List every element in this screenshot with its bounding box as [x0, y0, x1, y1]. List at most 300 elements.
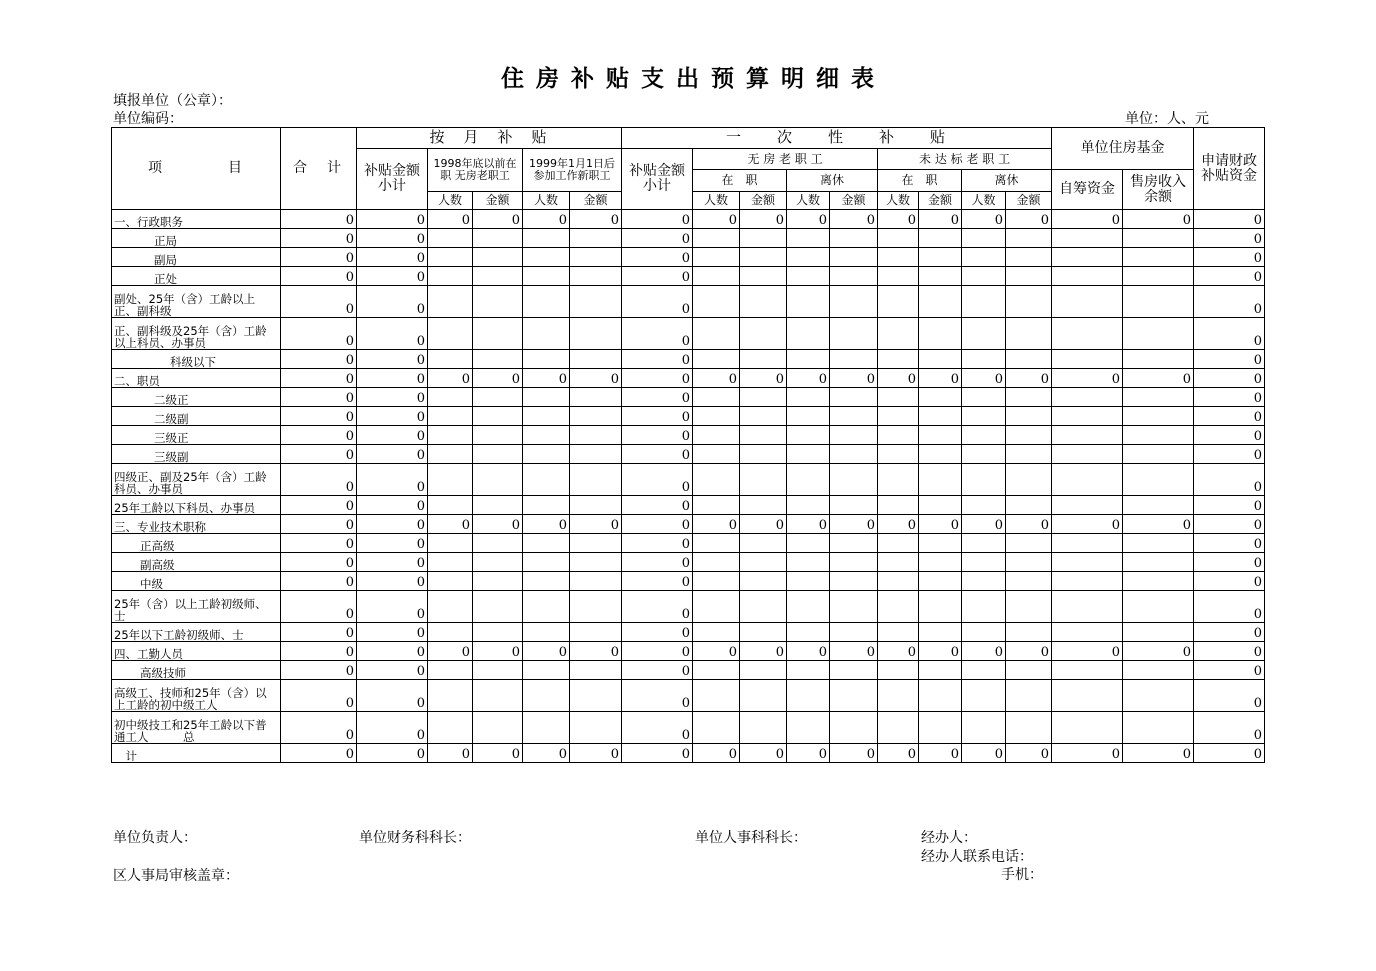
table-row — [112, 515, 1265, 534]
row-label: 副局 — [112, 248, 281, 267]
cell-value: 0 — [523, 744, 570, 763]
row-label: 初中级技工和25年工龄以下普通工人 总 — [112, 712, 281, 744]
cell-empty — [962, 553, 1006, 572]
cell-empty — [473, 534, 523, 553]
cell-value: 0 — [570, 642, 622, 661]
cell-empty — [830, 496, 878, 515]
cell-empty — [830, 534, 878, 553]
cell-empty — [830, 553, 878, 572]
cell-value: 0 — [962, 515, 1006, 534]
cell-value: 0 — [1194, 388, 1265, 407]
table-body — [112, 210, 1265, 763]
cell-empty — [428, 248, 473, 267]
cell-empty — [1123, 229, 1194, 248]
cell-value: 0 — [1194, 426, 1265, 445]
cell-value: 0 — [622, 496, 693, 515]
row-label: 正局 — [112, 229, 281, 248]
cell-empty — [473, 286, 523, 318]
cell-empty — [428, 464, 473, 496]
cell-empty — [570, 661, 622, 680]
cell-empty — [523, 229, 570, 248]
table-row — [112, 210, 1265, 229]
row-label: 副处、25年（含）工龄以上正、副科级 — [112, 286, 281, 318]
row-label: 三级副 — [112, 445, 281, 464]
cell-value: 0 — [523, 210, 570, 229]
row-label: 25年以下工龄初级师、士 — [112, 623, 281, 642]
cell-value: 0 — [281, 553, 357, 572]
header-persons: 人数 — [523, 192, 570, 210]
footer-review: 区人事局审核盖章： — [113, 868, 239, 884]
cell-empty — [919, 229, 962, 248]
cell-empty — [830, 623, 878, 642]
cell-value: 0 — [357, 623, 428, 642]
cell-empty — [878, 267, 919, 286]
cell-value: 0 — [357, 267, 428, 286]
cell-empty — [1123, 426, 1194, 445]
cell-empty — [740, 623, 787, 642]
cell-empty — [830, 661, 878, 680]
cell-empty — [693, 426, 740, 445]
header-subtotal-onetime: 补贴金额小计 — [622, 149, 693, 210]
cell-empty — [962, 229, 1006, 248]
cell-empty — [830, 267, 878, 286]
cell-empty — [523, 623, 570, 642]
table-row — [112, 350, 1265, 369]
cell-empty — [962, 248, 1006, 267]
cell-empty — [1006, 680, 1052, 712]
cell-value: 0 — [281, 267, 357, 286]
cell-value: 0 — [962, 369, 1006, 388]
cell-empty — [570, 680, 622, 712]
cell-value: 0 — [878, 642, 919, 661]
cell-empty — [919, 286, 962, 318]
cell-empty — [1052, 712, 1123, 744]
cell-empty — [1052, 553, 1123, 572]
cell-empty — [473, 712, 523, 744]
cell-empty — [1006, 496, 1052, 515]
cell-empty — [830, 712, 878, 744]
cell-value: 0 — [428, 744, 473, 763]
table-row — [112, 623, 1265, 642]
cell-empty — [473, 680, 523, 712]
header-sale-balance: 售房收入余额 — [1123, 170, 1194, 210]
cell-empty — [740, 712, 787, 744]
cell-value: 0 — [1194, 318, 1265, 350]
cell-value: 0 — [622, 407, 693, 426]
cell-empty — [1052, 680, 1123, 712]
cell-value: 0 — [523, 369, 570, 388]
cell-empty — [787, 591, 830, 623]
cell-empty — [962, 407, 1006, 426]
cell-value: 0 — [1194, 229, 1265, 248]
cell-empty — [693, 591, 740, 623]
cell-empty — [570, 553, 622, 572]
cell-empty — [962, 318, 1006, 350]
cell-value: 0 — [357, 642, 428, 661]
cell-empty — [830, 426, 878, 445]
header-retired: 离休 — [962, 170, 1052, 192]
cell-empty — [962, 267, 1006, 286]
cell-value: 0 — [281, 712, 357, 744]
cell-empty — [787, 426, 830, 445]
cell-value: 0 — [1194, 248, 1265, 267]
cell-value: 0 — [1194, 210, 1265, 229]
cell-value: 0 — [428, 369, 473, 388]
cell-empty — [1052, 229, 1123, 248]
cell-empty — [523, 553, 570, 572]
cell-value: 0 — [919, 369, 962, 388]
cell-value: 0 — [570, 369, 622, 388]
cell-value: 0 — [473, 642, 523, 661]
header-retired: 离休 — [787, 170, 878, 192]
cell-empty — [693, 680, 740, 712]
cell-value: 0 — [357, 496, 428, 515]
header-subtotal-monthly: 补贴金额小计 — [357, 149, 428, 210]
cell-value: 0 — [622, 534, 693, 553]
header-persons: 人数 — [787, 192, 830, 210]
cell-empty — [570, 426, 622, 445]
cell-value: 0 — [1052, 369, 1123, 388]
cell-empty — [523, 680, 570, 712]
cell-empty — [1006, 229, 1052, 248]
cell-empty — [428, 350, 473, 369]
cell-empty — [740, 445, 787, 464]
cell-value: 0 — [1194, 464, 1265, 496]
cell-value: 0 — [281, 515, 357, 534]
cell-empty — [1052, 591, 1123, 623]
cell-empty — [919, 388, 962, 407]
cell-empty — [693, 350, 740, 369]
cell-empty — [878, 623, 919, 642]
cell-empty — [570, 445, 622, 464]
cell-value: 0 — [1006, 744, 1052, 763]
cell-empty — [428, 623, 473, 642]
cell-value: 0 — [281, 496, 357, 515]
cell-empty — [1123, 661, 1194, 680]
cell-empty — [740, 591, 787, 623]
cell-empty — [693, 623, 740, 642]
cell-value: 0 — [357, 388, 428, 407]
cell-empty — [473, 426, 523, 445]
cell-value: 0 — [570, 210, 622, 229]
cell-value: 0 — [428, 642, 473, 661]
cell-empty — [428, 286, 473, 318]
cell-empty — [878, 445, 919, 464]
table-row — [112, 388, 1265, 407]
cell-value: 0 — [1194, 369, 1265, 388]
budget-table — [111, 127, 1265, 763]
cell-value: 0 — [281, 286, 357, 318]
cell-empty — [740, 267, 787, 286]
cell-value: 0 — [523, 515, 570, 534]
cell-value: 0 — [428, 515, 473, 534]
cell-value: 0 — [1006, 642, 1052, 661]
header-no-house: 无 房 老 职 工 — [693, 149, 878, 170]
header-after-1999: 1999年1月1日后参加工作新职工 — [523, 149, 622, 192]
cell-value: 0 — [357, 426, 428, 445]
cell-value: 0 — [281, 661, 357, 680]
cell-value: 0 — [357, 350, 428, 369]
header-amount: 金额 — [919, 192, 962, 210]
cell-value: 0 — [1194, 642, 1265, 661]
cell-empty — [919, 572, 962, 591]
header-total: 合 计 — [281, 128, 357, 210]
cell-value: 0 — [622, 210, 693, 229]
cell-value: 0 — [281, 464, 357, 496]
cell-value: 0 — [1194, 407, 1265, 426]
cell-value: 0 — [1123, 515, 1194, 534]
cell-value: 0 — [693, 642, 740, 661]
table-row — [112, 426, 1265, 445]
cell-empty — [787, 407, 830, 426]
cell-empty — [1006, 623, 1052, 642]
cell-empty — [523, 248, 570, 267]
header-persons: 人数 — [428, 192, 473, 210]
cell-empty — [830, 407, 878, 426]
cell-empty — [1052, 445, 1123, 464]
cell-empty — [523, 267, 570, 286]
table-row — [112, 534, 1265, 553]
cell-empty — [740, 286, 787, 318]
cell-empty — [570, 229, 622, 248]
cell-empty — [570, 572, 622, 591]
cell-empty — [740, 350, 787, 369]
row-label: 副高级 — [112, 553, 281, 572]
cell-empty — [878, 248, 919, 267]
cell-empty — [473, 248, 523, 267]
cell-empty — [740, 553, 787, 572]
header-in-service: 在 职 — [693, 170, 787, 192]
cell-value: 0 — [787, 210, 830, 229]
cell-empty — [878, 534, 919, 553]
cell-empty — [1123, 267, 1194, 286]
cell-empty — [1052, 407, 1123, 426]
cell-value: 0 — [473, 744, 523, 763]
table-row — [112, 661, 1265, 680]
cell-value: 0 — [622, 318, 693, 350]
cell-empty — [787, 496, 830, 515]
cell-value: 0 — [830, 515, 878, 534]
cell-empty — [740, 426, 787, 445]
cell-empty — [878, 661, 919, 680]
cell-empty — [1006, 534, 1052, 553]
cell-value: 0 — [1123, 210, 1194, 229]
cell-empty — [473, 591, 523, 623]
cell-empty — [693, 534, 740, 553]
cell-empty — [473, 318, 523, 350]
cell-empty — [878, 572, 919, 591]
cell-value: 0 — [740, 210, 787, 229]
cell-empty — [740, 534, 787, 553]
cell-empty — [787, 286, 830, 318]
cell-empty — [740, 680, 787, 712]
cell-empty — [962, 388, 1006, 407]
cell-value: 0 — [1194, 350, 1265, 369]
cell-empty — [1123, 680, 1194, 712]
cell-empty — [473, 661, 523, 680]
cell-empty — [787, 712, 830, 744]
cell-empty — [428, 388, 473, 407]
table-row — [112, 248, 1265, 267]
table-row — [112, 464, 1265, 496]
cell-value: 0 — [281, 229, 357, 248]
cell-empty — [878, 407, 919, 426]
cell-empty — [919, 267, 962, 286]
cell-value: 0 — [357, 407, 428, 426]
table-row — [112, 591, 1265, 623]
cell-value: 0 — [428, 210, 473, 229]
cell-empty — [919, 712, 962, 744]
header-persons: 人数 — [962, 192, 1006, 210]
cell-value: 0 — [1194, 623, 1265, 642]
cell-empty — [1052, 464, 1123, 496]
cell-empty — [523, 534, 570, 553]
cell-value: 0 — [357, 591, 428, 623]
cell-value: 0 — [962, 744, 1006, 763]
cell-empty — [830, 350, 878, 369]
cell-value: 0 — [622, 572, 693, 591]
cell-empty — [830, 572, 878, 591]
cell-empty — [1052, 661, 1123, 680]
cell-empty — [1006, 318, 1052, 350]
cell-value: 0 — [473, 210, 523, 229]
footer-hr: 单位人事科科长： — [695, 830, 807, 846]
cell-value: 0 — [919, 744, 962, 763]
cell-empty — [1052, 267, 1123, 286]
cell-empty — [570, 712, 622, 744]
cell-value: 0 — [693, 210, 740, 229]
cell-empty — [473, 229, 523, 248]
cell-empty — [523, 426, 570, 445]
cell-value: 0 — [570, 515, 622, 534]
cell-empty — [570, 407, 622, 426]
footer-mobile: 手机： — [1001, 867, 1043, 883]
cell-empty — [1123, 407, 1194, 426]
page-title: 住 房 补 贴 支 出 预 算 明 细 表 — [500, 66, 876, 92]
cell-value: 0 — [622, 388, 693, 407]
cell-value: 0 — [357, 553, 428, 572]
cell-empty — [570, 286, 622, 318]
cell-empty — [919, 553, 962, 572]
cell-value: 0 — [622, 680, 693, 712]
header-persons: 人数 — [878, 192, 919, 210]
cell-empty — [740, 248, 787, 267]
cell-empty — [1006, 553, 1052, 572]
cell-value: 0 — [787, 744, 830, 763]
cell-empty — [523, 496, 570, 515]
footer-head: 单位负责人： — [113, 830, 197, 846]
cell-empty — [878, 426, 919, 445]
footer-handler-phone: 经办人联系电话： — [921, 849, 1033, 865]
row-label: 25年（含）以上工龄初级师、士 — [112, 591, 281, 623]
cell-value: 0 — [523, 642, 570, 661]
cell-empty — [1123, 445, 1194, 464]
cell-value: 0 — [622, 426, 693, 445]
cell-value: 0 — [1194, 267, 1265, 286]
cell-value: 0 — [1194, 496, 1265, 515]
cell-value: 0 — [281, 445, 357, 464]
cell-empty — [570, 350, 622, 369]
cell-value: 0 — [622, 369, 693, 388]
cell-value: 0 — [622, 744, 693, 763]
cell-empty — [919, 248, 962, 267]
cell-empty — [787, 464, 830, 496]
cell-empty — [570, 318, 622, 350]
cell-empty — [878, 350, 919, 369]
header-onetime: 一 次 性 补 贴 — [622, 128, 1052, 149]
row-label: 四、工勤人员 — [112, 642, 281, 661]
cell-empty — [919, 350, 962, 369]
cell-empty — [1006, 572, 1052, 591]
header-monthly: 按 月 补 贴 — [357, 128, 622, 149]
cell-value: 0 — [1006, 369, 1052, 388]
cell-value: 0 — [281, 642, 357, 661]
table-row — [112, 642, 1265, 661]
cell-empty — [1006, 286, 1052, 318]
cell-empty — [962, 464, 1006, 496]
cell-empty — [473, 572, 523, 591]
cell-empty — [919, 426, 962, 445]
table-row — [112, 229, 1265, 248]
cell-empty — [473, 464, 523, 496]
cell-value: 0 — [357, 210, 428, 229]
cell-empty — [1123, 496, 1194, 515]
units-note: 单位：人、元 — [1125, 111, 1209, 127]
cell-empty — [787, 680, 830, 712]
cell-empty — [787, 350, 830, 369]
cell-empty — [473, 623, 523, 642]
cell-empty — [1006, 712, 1052, 744]
cell-value: 0 — [878, 515, 919, 534]
cell-empty — [1006, 388, 1052, 407]
row-label: 三级正 — [112, 426, 281, 445]
row-label: 科级以下 — [112, 350, 281, 369]
cell-value: 0 — [1194, 286, 1265, 318]
row-label: 高级工、技师和25年（含）以上工龄的初中级工人 — [112, 680, 281, 712]
cell-value: 0 — [281, 248, 357, 267]
cell-value: 0 — [357, 248, 428, 267]
header-in-service: 在 职 — [878, 170, 962, 192]
cell-empty — [830, 248, 878, 267]
cell-empty — [1123, 572, 1194, 591]
cell-value: 0 — [1006, 515, 1052, 534]
cell-empty — [1052, 572, 1123, 591]
cell-empty — [428, 553, 473, 572]
row-label: 正高级 — [112, 534, 281, 553]
cell-value: 0 — [357, 464, 428, 496]
cell-empty — [693, 572, 740, 591]
cell-empty — [878, 464, 919, 496]
cell-value: 0 — [622, 515, 693, 534]
table-row — [112, 712, 1265, 744]
cell-empty — [693, 553, 740, 572]
unit-code-label: 单位编码： — [113, 111, 183, 127]
cell-value: 0 — [622, 464, 693, 496]
cell-value: 0 — [962, 210, 1006, 229]
cell-empty — [693, 318, 740, 350]
cell-value: 0 — [622, 286, 693, 318]
cell-value: 0 — [281, 350, 357, 369]
cell-empty — [523, 464, 570, 496]
cell-value: 0 — [1052, 210, 1123, 229]
row-label: 正处 — [112, 267, 281, 286]
cell-empty — [740, 496, 787, 515]
cell-empty — [919, 534, 962, 553]
footer-handler: 经办人： — [921, 830, 977, 846]
cell-empty — [428, 267, 473, 286]
cell-value: 0 — [1006, 210, 1052, 229]
cell-empty — [428, 661, 473, 680]
